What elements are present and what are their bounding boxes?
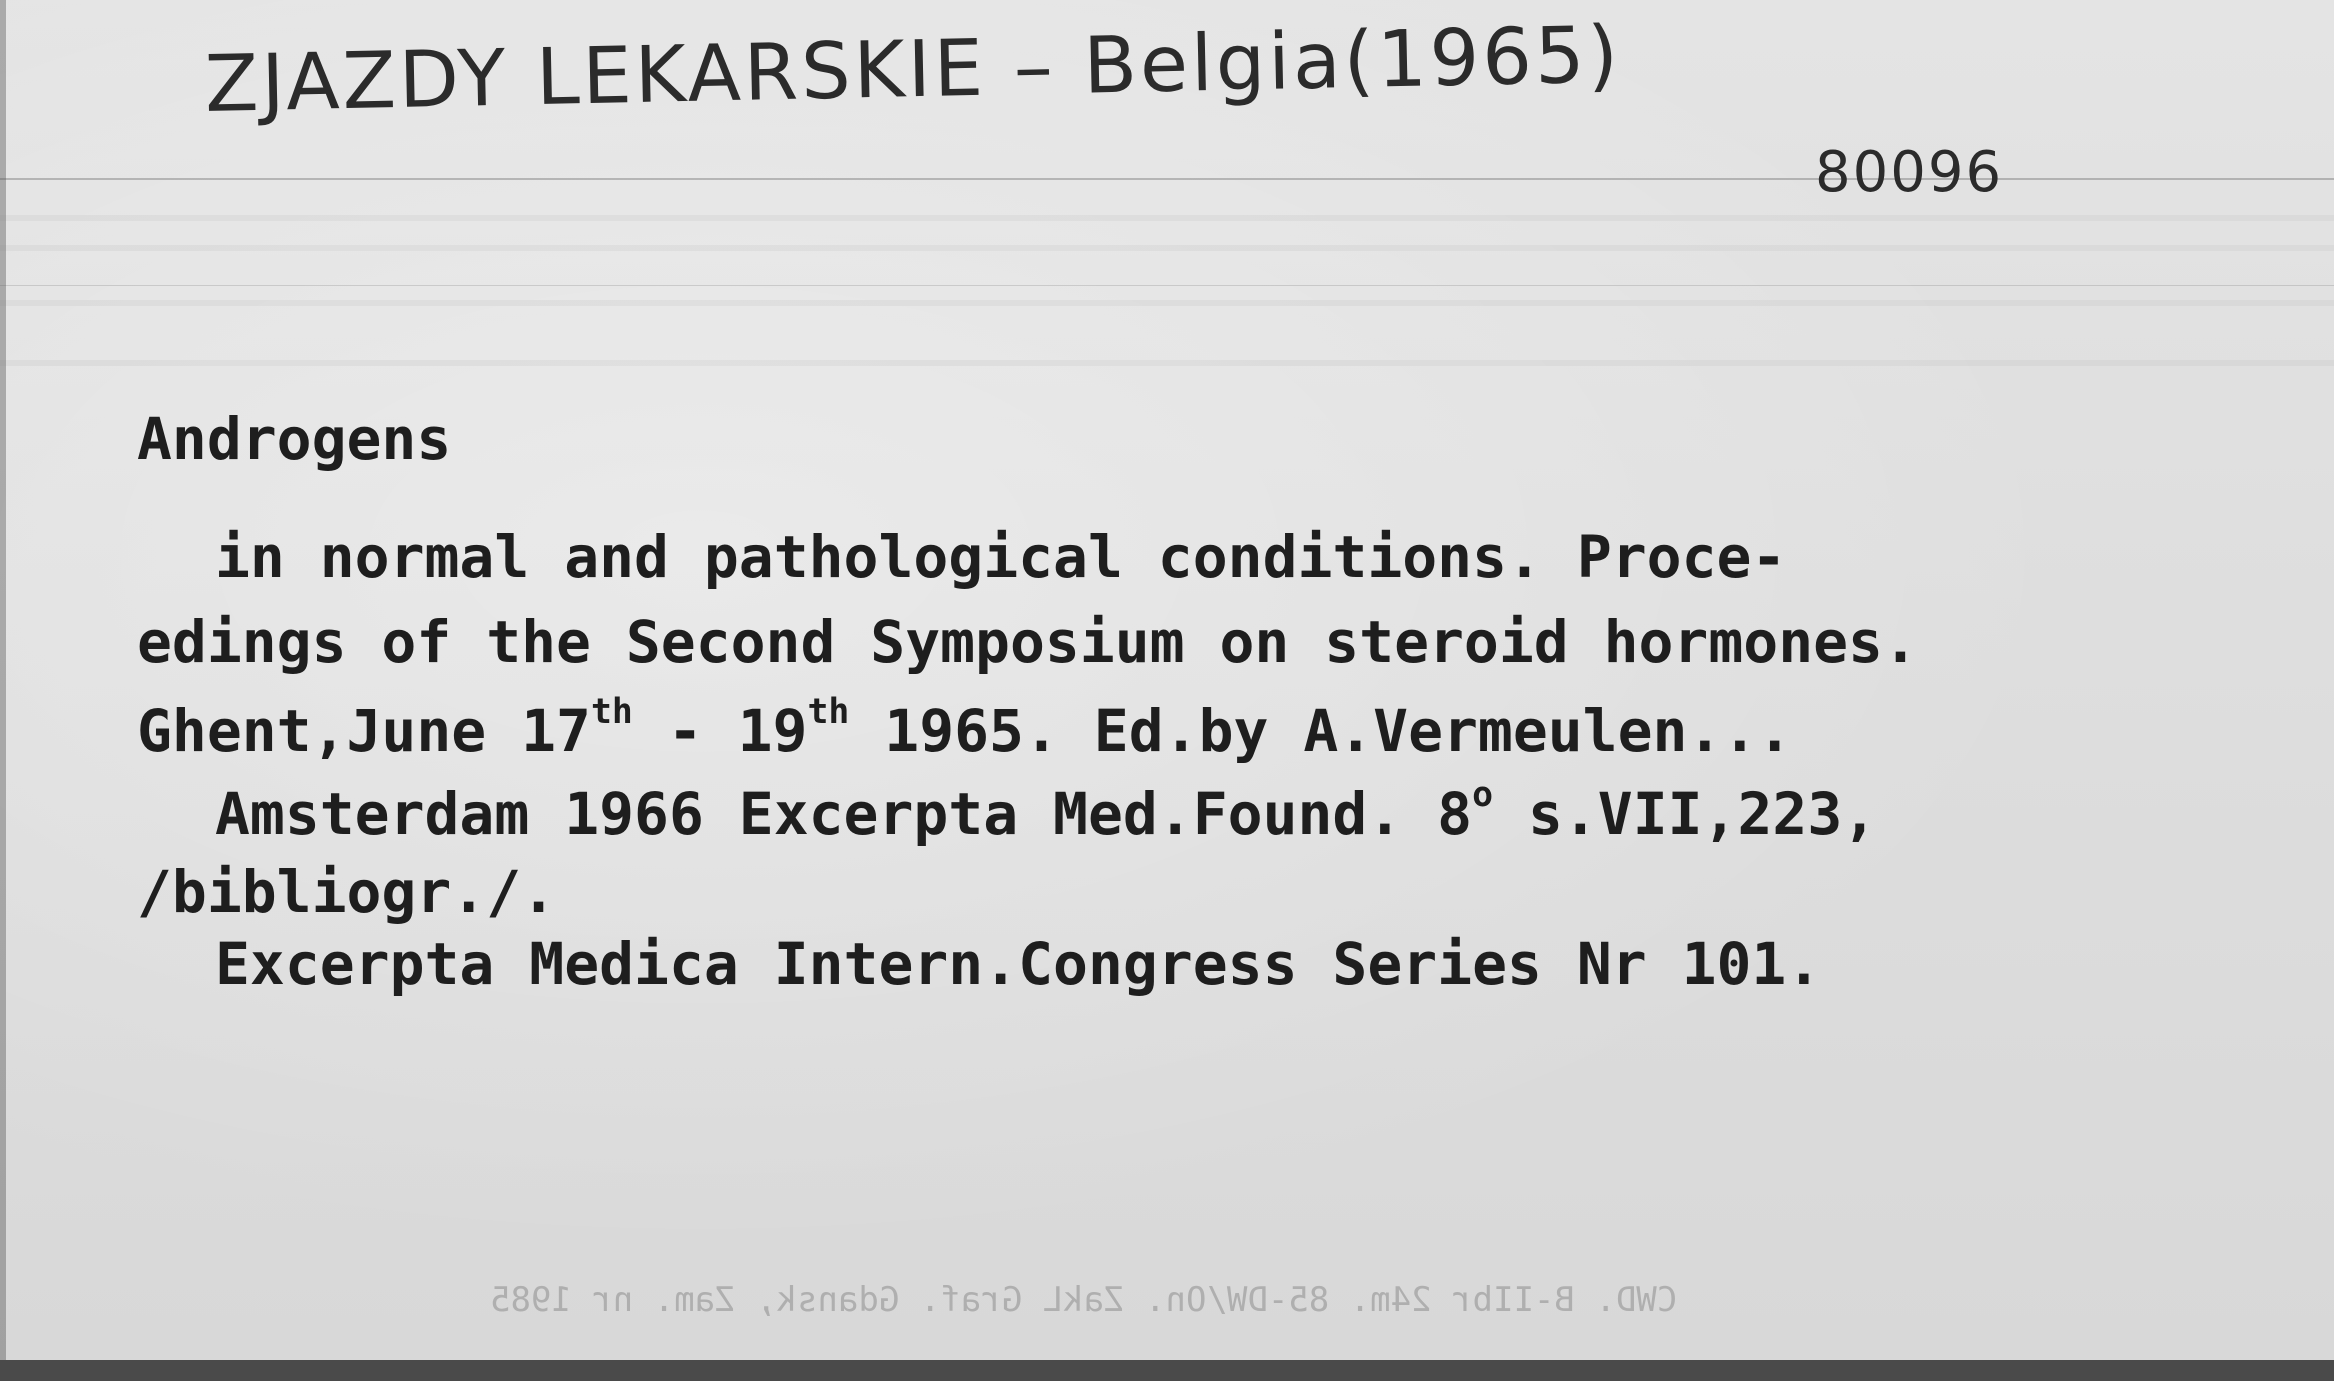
format-degree: o [1472, 775, 1494, 815]
description-line-2: edings of the Second Symposium on steroid hormones. [137, 608, 1918, 676]
mirrored-printer-imprint: CWD. B-IIbr 24m. 85-DW/On. ZakL Graf. Gdansk, Zam. nr 1985 [490, 1280, 1678, 1320]
line3-superscript-1: th [590, 692, 633, 732]
subject-title: Androgens [137, 405, 452, 473]
card-heading: ZJAZDY LEKARSKIE – Belgia(1965) [204, 10, 1622, 130]
show-through-band [0, 215, 2334, 221]
show-through-band [0, 245, 2334, 251]
show-through-band [0, 300, 2334, 306]
imprint-line [215, 775, 1877, 848]
call-number: 80096 [1815, 140, 2004, 205]
line3-mid: - 19 [632, 696, 808, 765]
show-through-band [0, 360, 2334, 366]
description-line-3 [137, 692, 1792, 765]
heading-rule-secondary [0, 285, 2334, 286]
imprint-suffix: s.VII,223, [1493, 779, 1878, 848]
description-line-1: in normal and pathological conditions. Proce- [215, 523, 1787, 591]
series-note: Excerpta Medica Intern.Congress Series Nr 101. [215, 930, 1822, 998]
card-bottom-edge [0, 1360, 2334, 1381]
bibliography-note: /bibliogr./. [137, 858, 557, 926]
line3-prefix: Ghent,June 17 [137, 696, 591, 765]
line3-suffix: 1965. Ed.by A.Vermeulen... [849, 696, 1793, 765]
line3-superscript-2: th [807, 692, 850, 732]
imprint-prefix: Amsterdam 1966 Excerpta Med.Found. 8 [215, 779, 1473, 848]
card-left-edge [0, 0, 6, 1381]
